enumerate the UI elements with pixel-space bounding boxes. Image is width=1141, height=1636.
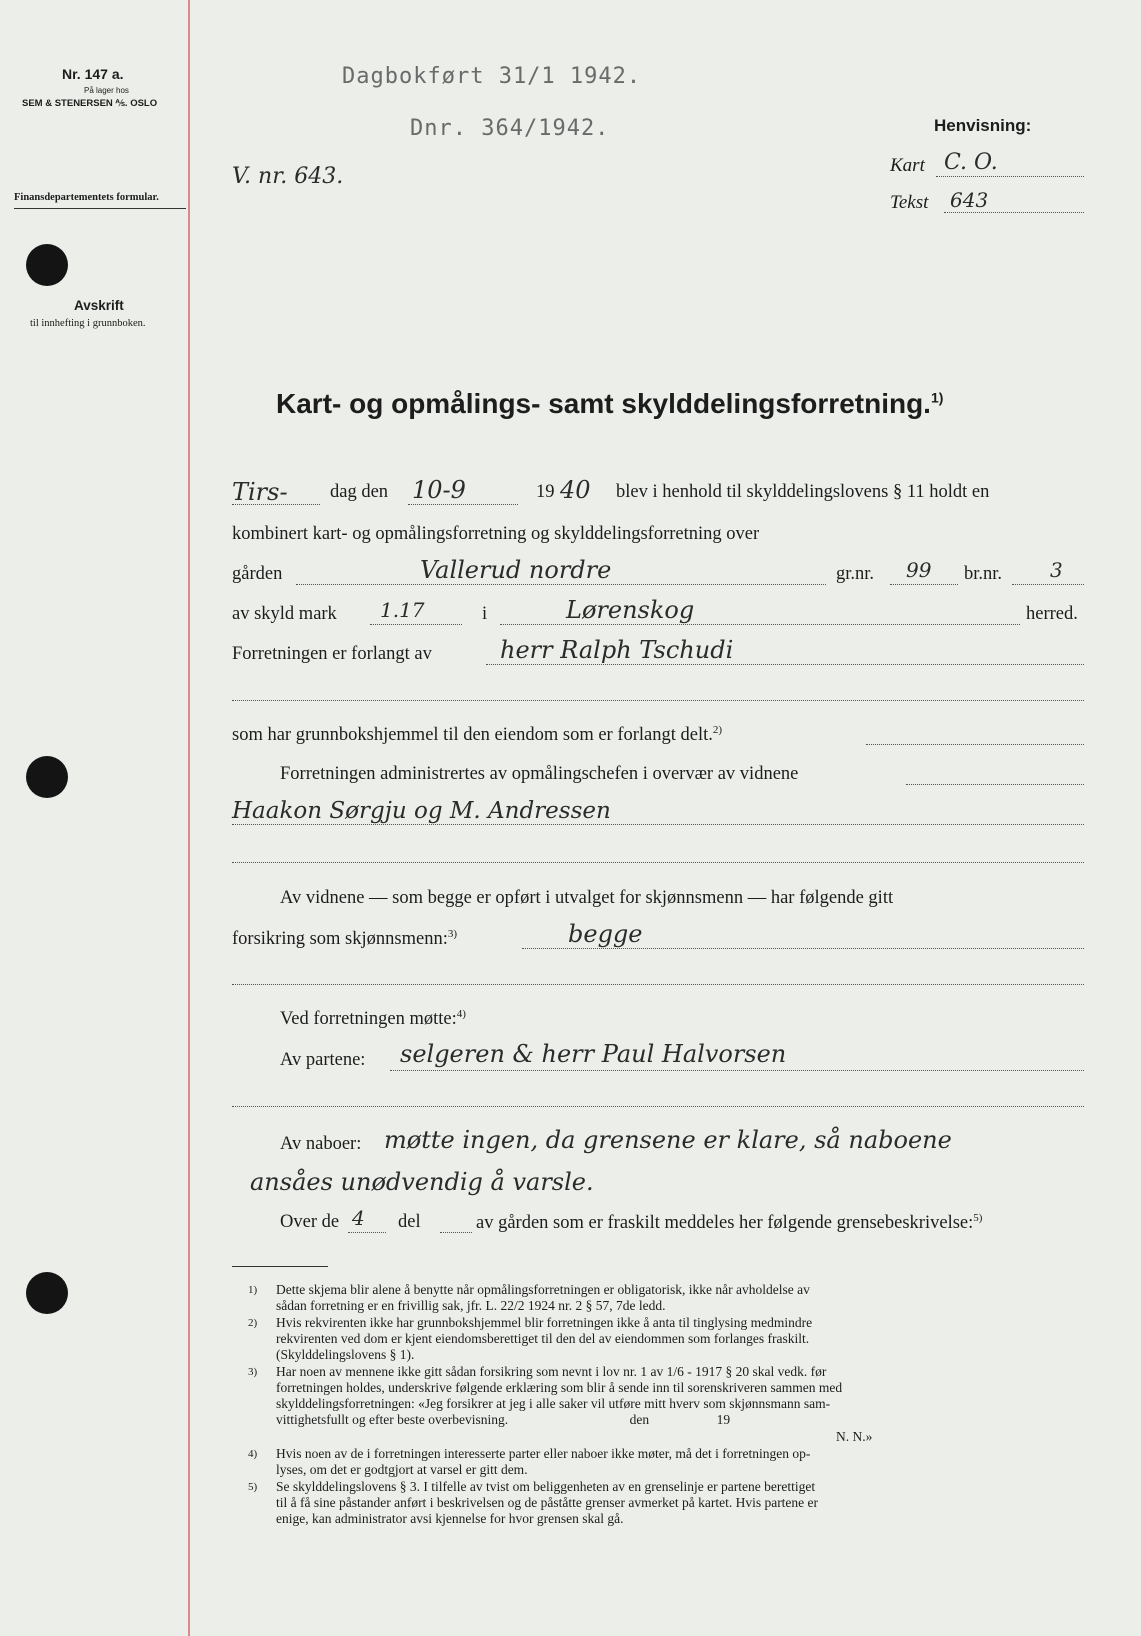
fill-line xyxy=(500,624,1020,625)
requested-label: Forretningen er forlangt av xyxy=(232,644,432,664)
hjemmel-footnote-mark: 2) xyxy=(712,724,723,736)
registered-stamp: Dagbokført 31/1 1942. xyxy=(342,64,642,89)
margin-rule xyxy=(188,0,190,1636)
tekst-value: 643 xyxy=(950,188,989,212)
fill-line xyxy=(1012,584,1084,585)
handwritten-reference: V. nr. 643. xyxy=(232,164,344,189)
divider xyxy=(14,208,186,209)
form-owner: Finansdepartementets formular. xyxy=(14,192,159,203)
over-line: av gården som er fraskilt meddeles her følgende grensebeskrivelse: xyxy=(476,1213,974,1234)
fill-line xyxy=(936,176,1084,177)
copy-sublabel: til innhefting i grunnboken. xyxy=(30,318,146,329)
title-text: Kart- og opmålings- samt skylddelingsforretning. xyxy=(276,388,931,419)
del-label: del xyxy=(398,1212,421,1232)
footnote-line: Hvis rekvirenten ikke har grunnbokshjemmel blir forretningen ikke å anta til tinglysing medmindre xyxy=(276,1315,813,1330)
footnote-mark: 4) xyxy=(248,1448,258,1460)
footnote xyxy=(248,1282,872,1314)
publisher-line: På lager hos xyxy=(84,86,129,95)
punch-hole xyxy=(26,756,68,798)
herred-value: Lørenskog xyxy=(566,596,695,624)
mote-text: Ved forretningen møtte: xyxy=(280,1009,457,1030)
footnote-line: lyses, om det er godtgjort at varsel er gitt dem. xyxy=(276,1462,528,1477)
footnote-line: vittighetsfullt og efter beste overbevisning. den 19 xyxy=(276,1412,731,1427)
footnote xyxy=(276,1429,872,1445)
footnote-line: rekvirenten ved dom er kjent eiendomsberettiget til den del av eiendommen som forlanges fraskilt. xyxy=(276,1331,810,1346)
kart-value: C. O. xyxy=(944,150,998,175)
fill-line xyxy=(408,504,518,505)
footnote-line: skylddelingsforretningen: «Jeg forsikrer at jeg i alle saker vil utføre mitt hverv som skjønnsmann sam- xyxy=(276,1396,831,1411)
fill-line xyxy=(890,584,958,585)
footnote-rule xyxy=(232,1266,328,1267)
fill-line xyxy=(232,504,320,505)
footnote-line: enige, kan administrator avsi kjennelse for hvor grensen skal gå. xyxy=(276,1511,624,1526)
day-label: dag den xyxy=(330,482,389,502)
hjemmel-text xyxy=(232,724,722,746)
date-value: 10-9 xyxy=(412,476,466,504)
hjemmel-line: som har grunnbokshjemmel til den eiendom som er forlangt delt. xyxy=(232,725,713,746)
witnesses-value: Haakon Sørgju og M. Andressen xyxy=(232,798,611,824)
over-text xyxy=(476,1212,982,1234)
naboer-value-2: ansåes unødvendig å varsle. xyxy=(250,1168,594,1196)
footnote xyxy=(248,1315,872,1363)
footnote xyxy=(248,1364,872,1428)
publisher-name: SEM & STENERSEN ⅍. OSLO xyxy=(22,98,158,109)
footnote-mark: 3) xyxy=(248,1366,258,1378)
over-label: Over de xyxy=(280,1212,340,1232)
admin-text: Forretningen administrertes av opmålingschefen i overvær av vidnene xyxy=(280,764,799,784)
title-footnote-mark: 1) xyxy=(930,389,944,406)
footnote-mark: 5) xyxy=(248,1481,258,1493)
tekst-label: Tekst xyxy=(890,192,929,213)
farm-value: Vallerud nordre xyxy=(420,556,612,584)
fill-line xyxy=(232,824,1084,825)
footnote-mark: 1) xyxy=(248,1284,258,1296)
vidner-value: begge xyxy=(568,920,643,948)
footnote-line: forretningen holdes, underskrive følgende erklæring som blir å sende inn til sorenskriveren sammen med xyxy=(276,1380,843,1395)
brnr-value: 3 xyxy=(1050,558,1063,582)
footnote-line: Hvis noen av de i forretningen interesserte parter eller naboer ikke møter, må det i forretningen op- xyxy=(276,1446,811,1461)
fill-line xyxy=(370,624,462,625)
farm-label: gården xyxy=(232,564,283,584)
weekday-value: Tirs- xyxy=(232,478,288,506)
footnote-line: Se skylddelingslovens § 3. I tilfelle av tvist om beliggenheten av en grenselinje er partene berettiget xyxy=(276,1479,816,1494)
fill-line xyxy=(296,584,826,585)
grnr-value: 99 xyxy=(906,558,932,582)
fill-line xyxy=(232,984,1084,985)
naboer-value: møtte ingen, da grensene er klare, så naboene xyxy=(384,1126,952,1154)
i-label: i xyxy=(482,604,488,624)
fill-line xyxy=(486,664,1084,665)
footnote-line: Har noen av mennene ikke gitt sådan forsikring som nevnt i lov nr. 1 av 1/6 - 1917 § 20 skal vedk. før xyxy=(276,1364,827,1379)
footnote-line: til å få sine påstander anført i beskrivelsen og de påståtte grenser avmerket på kartet. Hvis partene er xyxy=(276,1495,819,1510)
footnote-mark: 2) xyxy=(248,1317,258,1329)
year-value: 40 xyxy=(560,476,591,504)
punch-hole xyxy=(26,244,68,286)
mote-footnote-mark: 4) xyxy=(456,1008,466,1020)
footnote xyxy=(248,1446,872,1478)
footnote xyxy=(248,1479,872,1527)
herred-label: herred. xyxy=(1026,604,1078,624)
vidner-footnote-mark: 3) xyxy=(447,928,458,940)
punch-hole xyxy=(26,1272,68,1314)
footnote-line: N. N.» xyxy=(836,1429,873,1444)
form-number: Nr. 147 a. xyxy=(62,66,124,82)
line2-text: kombinert kart- og opmålingsforretning og skylddelingsforretning over xyxy=(232,524,760,544)
vidner-text: Av vidnene — som begge er opført i utvalget for skjønnsmenn — har følgende gitt xyxy=(280,888,894,908)
footnote-line: sådan forretning er en frivillig sak, jfr. L. 22/2 1924 nr. 2 § 57, 7de ledd. xyxy=(276,1298,666,1313)
naboer-label: Av naboer: xyxy=(280,1134,362,1154)
fill-line xyxy=(232,862,1084,863)
vidner-text-2 xyxy=(232,928,457,950)
skyld-value: 1.17 xyxy=(380,598,425,622)
fill-line xyxy=(390,1070,1084,1071)
copy-label: Avskrift xyxy=(74,298,124,313)
grnr-label: gr.nr. xyxy=(836,564,875,584)
partene-label: Av partene: xyxy=(280,1050,366,1070)
over-footnote-mark: 5) xyxy=(973,1212,983,1224)
reference-title: Henvisning: xyxy=(934,116,1032,135)
fill-line xyxy=(944,212,1084,213)
fill-line xyxy=(232,700,1084,701)
document-title xyxy=(276,388,943,420)
line1-text: blev i henhold til skylddelingslovens § 11 holdt en xyxy=(616,482,990,502)
fill-line xyxy=(440,1232,472,1233)
vidner-line: forsikring som skjønnsmenn: xyxy=(232,929,448,950)
footnote-line: Dette skjema blir alene å benytte når opmålingsforretningen er obligatorisk, ikke når avholdelse av xyxy=(276,1282,810,1297)
fill-line xyxy=(232,1106,1084,1107)
over-value: 4 xyxy=(352,1206,365,1230)
year-prefix: 19 xyxy=(536,482,555,502)
partene-value: selgeren & herr Paul Halvorsen xyxy=(400,1040,787,1068)
mote-label xyxy=(280,1008,466,1030)
requested-value: herr Ralph Tschudi xyxy=(500,636,734,664)
journal-number-stamp: Dnr. 364/1942. xyxy=(410,116,610,141)
footnotes xyxy=(248,1282,873,1528)
kart-label: Kart xyxy=(890,155,925,176)
fill-line xyxy=(348,1232,386,1233)
fill-line xyxy=(906,784,1084,785)
fill-line xyxy=(866,744,1084,745)
footnote-line: (Skylddelingslovens § 1). xyxy=(276,1347,415,1362)
fill-line xyxy=(522,948,1084,949)
skyld-label: av skyld mark xyxy=(232,604,337,624)
brnr-label: br.nr. xyxy=(964,564,1003,584)
